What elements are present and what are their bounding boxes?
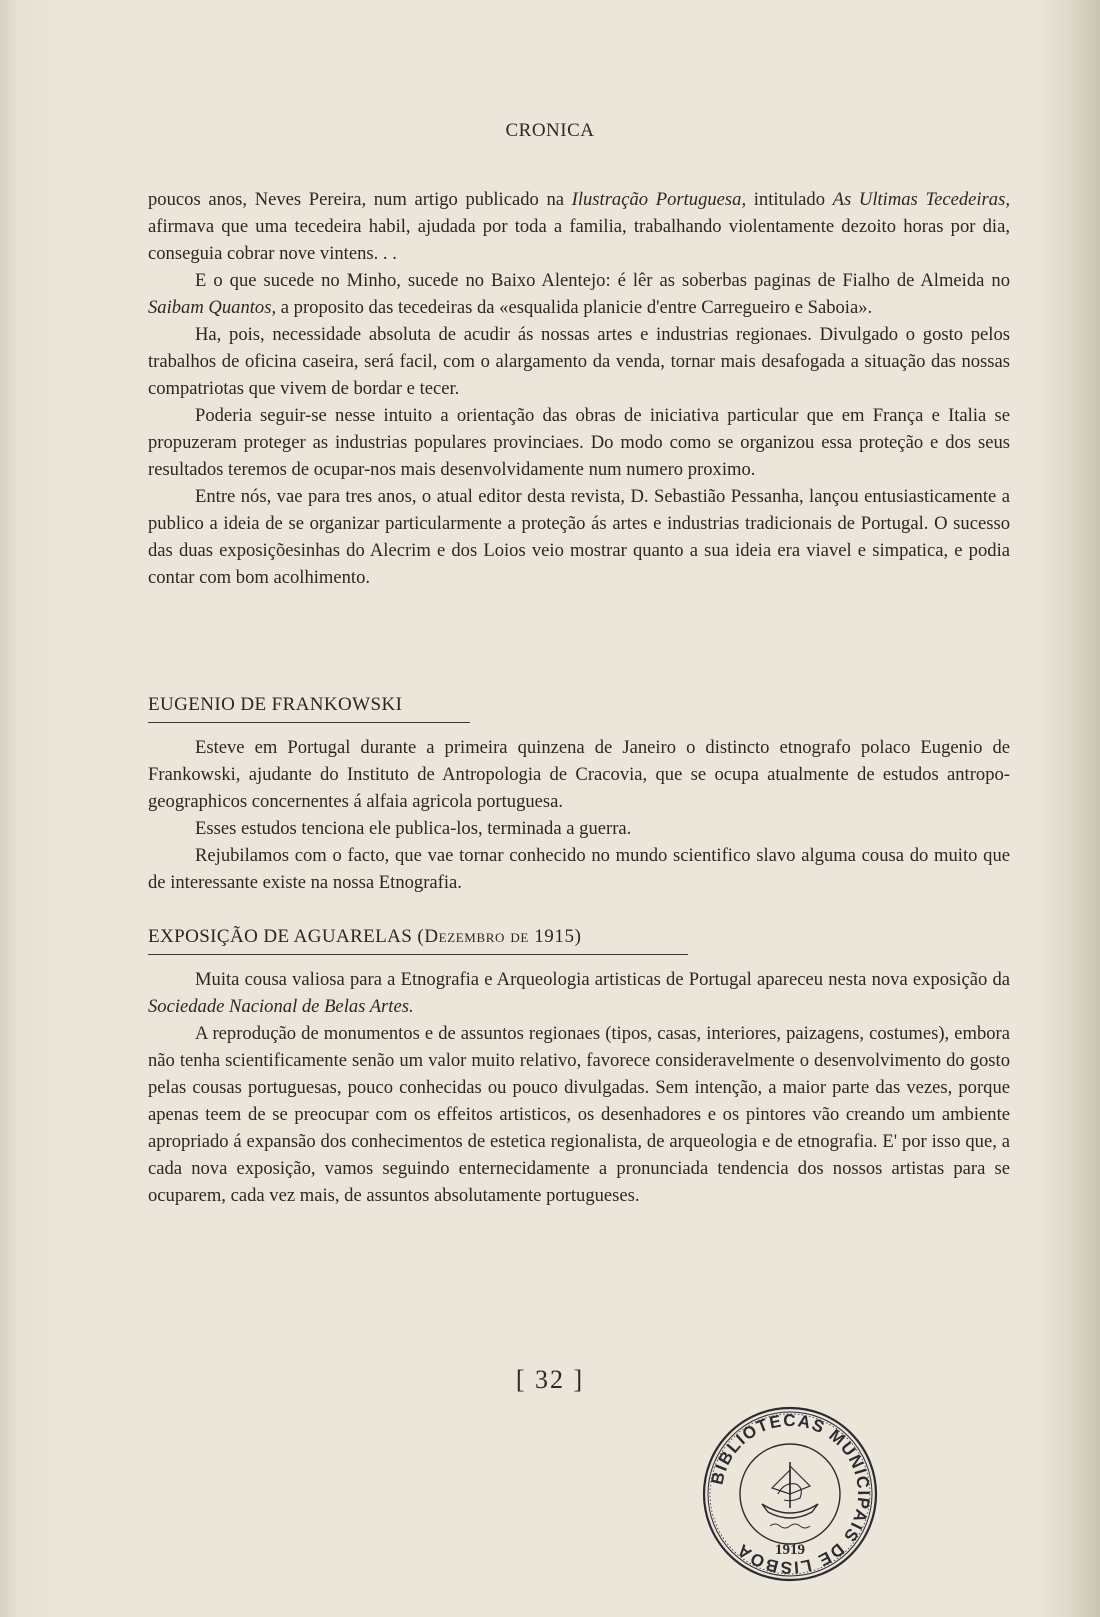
top-paragraph [148,402,1010,483]
frankowski-paragraph [148,734,1010,815]
text-run: Entre nós, vae para tres anos, o atual editor desta revista, D. Sebastião Pessanha, lançou entusiasticamente a publico a ideia de se organizar particularmente a proteção ás artes e industrias tradicionais de Portugal. O sucesso das duas exposiçõesinhas do Alecrim e dos Loios veio mostrar quanto a sua ideia era viavel e simpatica, e podia contar com bom acolhimento. [148,486,1010,588]
text-run: Poderia seguir-se nesse intuito a orientação das obras de iniciativa particular que em França e Italia se propuzeram proteger as industrias populares provinciaes. Do modo como se organizou essa proteção e dos seus resultados teremos de ocupar-nos mais desenvolvidamente num numero proximo. [148,405,1010,480]
top-paragraph [148,267,1010,321]
stamp-year: 1919 [775,1542,805,1558]
top-paragraph [148,483,1010,591]
section-heading-frankowski-text: EUGENIO DE FRANKOWSKI [148,694,403,715]
text-run: poucos anos, Neves Pereira, num artigo publicado na [148,189,572,210]
text-block-top [148,186,1010,591]
text-run: E o que sucede no Minho, sucede no Baixo Alentejo: é lêr as soberbas paginas de Fialho de Almeida no [195,270,1010,291]
italic-title: Ilustração Portuguesa, [571,189,747,210]
text-run: A reprodução de monumentos e de assuntos regionaes (tipos, casas, interiores, paizagens, costumes), embora não tenha scientificamente senão um valor muito relativo, favorece consideravelmente o desenvolvimento do gosto pelas cousas portuguesas, pouco conhecidas ou pouco divulgadas. Sem intenção, a maior parte das vezes, porque apenas teem de se preocupar com os effeitos artisticos, os desenhadores e os pintores vão creando um ambiente apropriado á expansão dos conhecimentos de estetica regionalista, de arqueologia e de etnografia. E' por isso que, a cada nova exposição, vamos seguindo enternecidamente a pronunciada tendencia dos nossos artistas para se ocuparem, cada vez mais, de assuntos absolutamente portugueses. [148,1023,1010,1206]
heading-underline [148,722,470,723]
text-run: intitulado [746,189,833,210]
italic-title: As Ultimas Tecedeiras, [832,189,1010,210]
page-number: [ 32 ] [515,1365,585,1394]
section-heading-exposicao-date: (Dezembro de 1915) [417,926,582,947]
section-heading-frankowski [148,694,402,719]
running-head: CRONICA [505,120,595,141]
stamp-seal-icon [700,1404,880,1584]
text-run: Esteve em Portugal durante a primeira quinzena de Janeiro o distincto etnografo polaco Eugenio de Frankowski, ajudante do Instituto de Antropologia de Cracovia, que se ocupa atualmente de estudos antropo-geographicos concernentes á alfaia agricola portuguesa. [148,737,1010,812]
exposicao-paragraph [148,1020,1010,1209]
italic-title: Sociedade Nacional de Belas Artes. [148,996,414,1017]
frankowski-paragraph [148,842,1010,896]
text-run: Rejubilamos com o facto, que vae tornar conhecido no mundo scientifico slavo alguma cousa do muito que de interessante existe na nossa Etnografia. [148,845,1010,893]
stamp-arc-text: BIBLIOTECAS MUNICIPAIS DE LISBOA [707,1410,874,1578]
top-paragraph [148,186,1010,267]
section-heading-exposicao [148,926,582,951]
top-paragraph [148,321,1010,402]
text-block-exposicao [148,966,1010,1209]
text-run: afirmava que uma tecedeira habil, ajudada por toda a familia, trabalhando violentamente dezoito horas por dia, conseguia cobrar nove vintens. . . [148,216,1010,264]
text-run: Esses estudos tenciona ele publica-los, terminada a guerra. [195,818,632,839]
text-run: Muita cousa valiosa para a Etnografia e Arqueologia artisticas de Portugal apareceu nesta nova exposição da [195,969,1010,990]
heading-underline [148,954,688,955]
section-heading-exposicao-main: EXPOSIÇÃO DE AGUARELAS [148,926,418,947]
text-block-frankowski [148,734,1010,896]
exposicao-paragraph [148,966,1010,1020]
italic-title: Saibam Quantos, [148,297,277,318]
text-run: a proposito das tecedeiras da «esqualida planicie d'entre Carregueiro e Saboia». [276,297,873,318]
text-run: Ha, pois, necessidade absoluta de acudir ás nossas artes e industrias regionaes. Divulgado o gosto pelos trabalhos de oficina caseira, será facil, com o alargamento da venda, tornar mais desafogada a situação das nossas compatriotas que vivem de bordar e tecer. [148,324,1010,399]
frankowski-paragraph [148,815,1010,842]
library-stamp [700,1404,880,1584]
